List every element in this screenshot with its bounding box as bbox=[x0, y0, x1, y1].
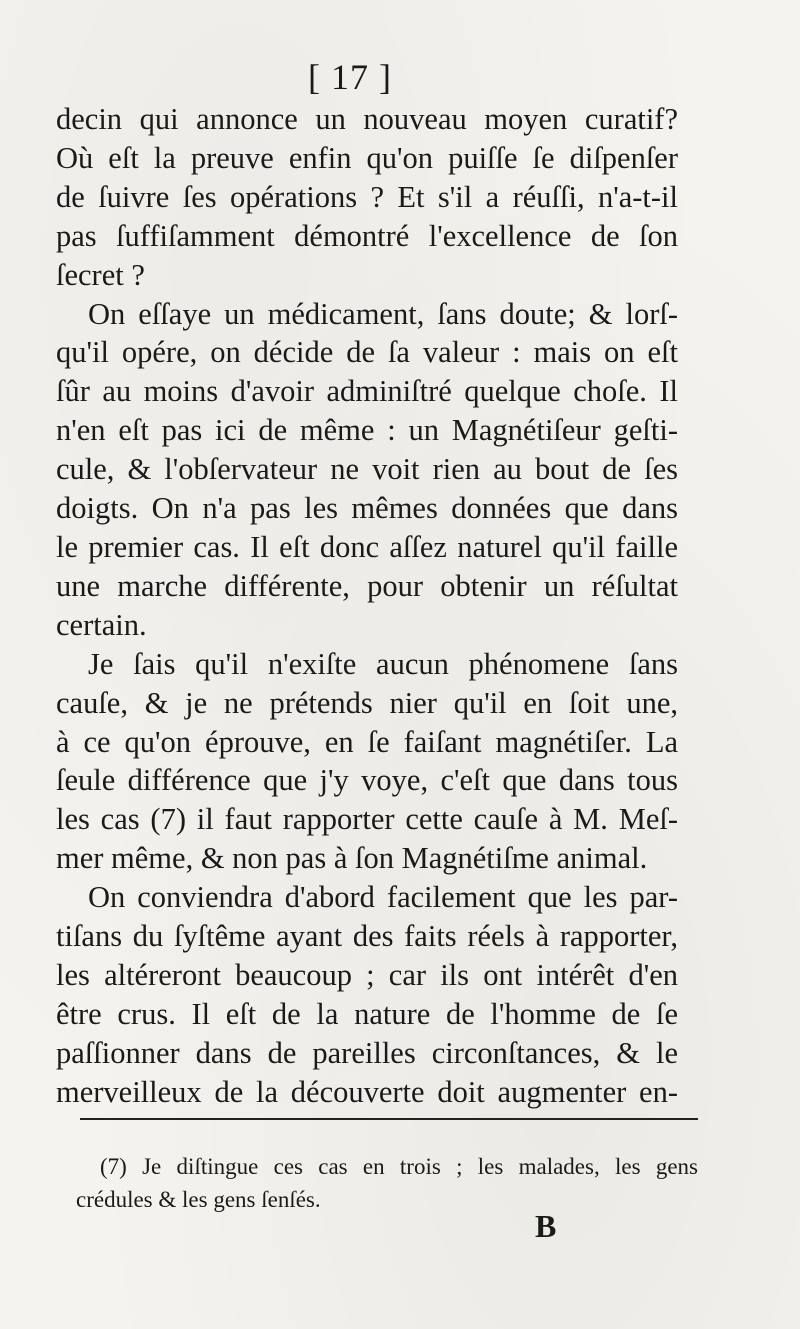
text-line: On conviendra d'abord facilement que les par- bbox=[88, 880, 678, 915]
text-line: mer même, & non pas à ſon Magnétiſme animal. bbox=[56, 841, 648, 876]
text-line: decin qui annonce un nouveau moyen curatif? bbox=[56, 102, 678, 136]
text-line: de ſuivre ſes opérations ? Et s'il a réuſſi, n'a-t-il bbox=[56, 179, 678, 214]
text-line: ſeule différence que j'y voye, c'eſt que dans tous bbox=[56, 763, 678, 798]
footnote-divider bbox=[80, 1118, 698, 1120]
text-line: être crus. Il eſt de la nature de l'homme de ſe bbox=[56, 996, 678, 1031]
signature-mark: B bbox=[535, 1208, 557, 1244]
body-text bbox=[56, 100, 678, 1112]
page-number: [ 17 ] bbox=[308, 57, 392, 97]
text-line: les altéreront beaucoup ; car ils ont intérêt d'en bbox=[56, 957, 678, 992]
text-line: pas ſuffiſamment démontré l'excellence de ſon bbox=[56, 218, 678, 253]
footnote bbox=[76, 1150, 698, 1216]
text-line: certain. bbox=[56, 607, 147, 642]
text-line: une marche différente, pour obtenir un réſultat bbox=[56, 568, 678, 603]
text-line: Où eſt la preuve enfin qu'on puiſſe ſe diſpenſer bbox=[56, 140, 678, 175]
text-line: tiſans du ſyſtême ayant des faits réels à rapporter, bbox=[56, 919, 678, 954]
text-line: ſecret ? bbox=[56, 257, 145, 292]
text-line: le premier cas. Il eſt donc aſſez naturel qu'il faille bbox=[56, 529, 678, 564]
text-line: à ce qu'on éprouve, en ſe faiſant magnétiſer. La bbox=[56, 724, 678, 759]
text-line: Je ſais qu'il n'exiſte aucun phénomene ſans bbox=[88, 646, 678, 681]
text-line: n'en eſt pas ici de même : un Magnétiſeur geſti- bbox=[56, 413, 678, 448]
text-line: On eſſaye un médicament, ſans doute; & lorſ- bbox=[88, 296, 678, 331]
footnote-line: crédules & les gens ſenſés. bbox=[76, 1187, 321, 1212]
text-line: merveilleux de la découverte doit augmenter en- bbox=[56, 1074, 678, 1109]
text-line: cule, & l'obſervateur ne voit rien au bout de ſes bbox=[56, 452, 678, 487]
text-line: paſſionner dans de pareilles circonſtances, & le bbox=[56, 1035, 678, 1070]
text-line: ſûr au moins d'avoir adminiſtré quelque choſe. Il bbox=[56, 374, 678, 409]
text-line: cauſe, & je ne prétends nier qu'il en ſoit une, bbox=[56, 685, 678, 720]
text-line: qu'il opére, on décide de ſa valeur : mais on eſt bbox=[56, 335, 678, 370]
footnote-line: (7) Je diſtingue ces cas en trois ; les malades, les gens bbox=[100, 1154, 698, 1179]
text-line: les cas (7) il faut rapporter cette cauſe à M. Meſ- bbox=[56, 802, 678, 837]
text-line: doigts. On n'a pas les mêmes données que dans bbox=[56, 491, 678, 526]
